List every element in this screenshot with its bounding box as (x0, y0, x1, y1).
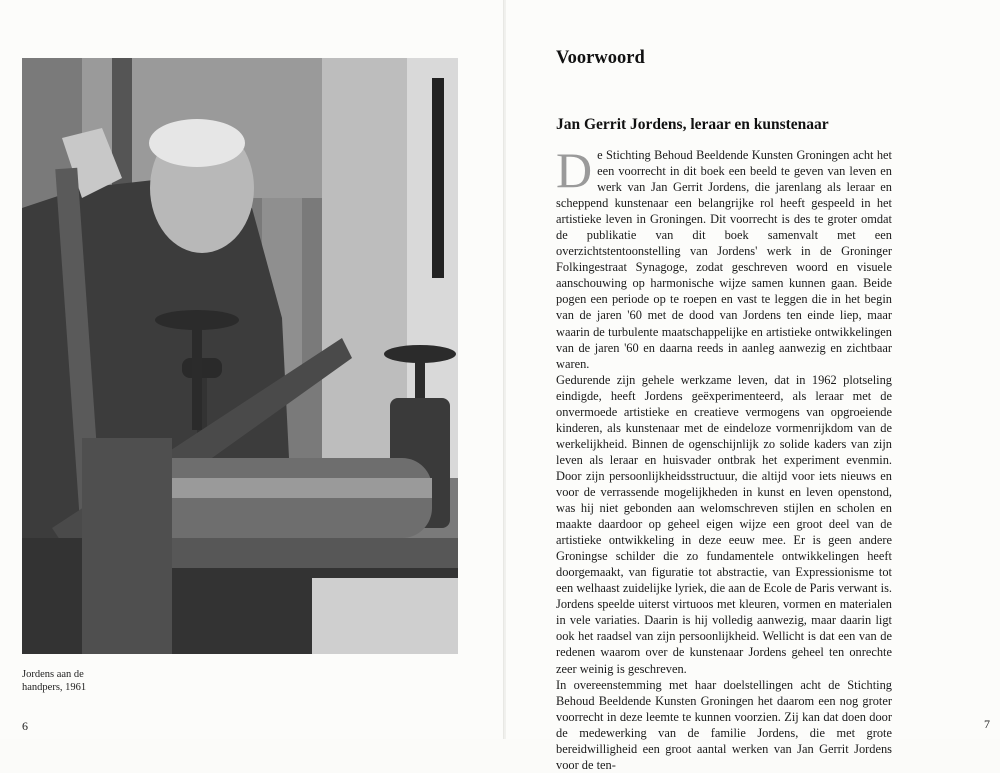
section-subtitle: Jan Gerrit Jordens, leraar en kunstenaar (556, 116, 829, 133)
photo-caption (22, 668, 102, 694)
left-page (0, 0, 504, 739)
page-number-left: 6 (22, 719, 28, 733)
page-title: Voorwoord (556, 48, 645, 68)
paragraph-2: Gedurende zijn gehele werkzame leven, dat in 1962 plotseling eindigde, heeft Jordens geëxperimenteerd, als leraar met de onvermoede artistieke en creatieve vermogens van opgroeiende kinderen, als kunstenaar met de eindeloze vormenrijkdom van de werkelijkheid. Binnen de ogenschijnlijk zo solide kaders van zijn leven als leraar en huisvader ontbrak het experiment evenmin. Door zijn persoonlijkheidsstructuur, die altijd voor iets nieuws en voor de verrassende mogelijkheden in kunst en leven openstond, was hij niet gebonden aan welomschreven stijlen en scholen en maakte daardoor op geheel eigen wijze een groot deel van de artistieke ontwikkeling in deze eeuw mee. Er is geen andere Groningse schilder die zo fundamentele ontwikkelingen heeft doorgemaakt, van figuratie tot abstractie, van Expressionisme tot een welhaast zuidelijke lyriek, die aan de Ecole de Paris verwant is. Jordens speelde uiterst virtuoos met kleuren, vormen en materialen in vele variaties. Daarin is hij volledig aanwezig, maar daarin ligt ook het raadsel van zijn persoonlijkheid. Wellicht is dat een van de redenen waarom over de kunstenaar Jordens geheel ten onrechte zeer weinig is geschreven. (556, 372, 892, 676)
paragraph-1 (556, 142, 892, 372)
caption-line: Jordens aan de (22, 669, 84, 680)
paragraph-text: e Stichting Behoud Beeldende Kunsten Groningen acht het een voorrecht in dit boek een beeld te geven van leven en werk van Jan Gerrit Jordens, die jarenlang als leraar en scheppend kunstenaar een belangrijke rol heeft gespeeld in het artistieke leven in Groningen. Dit voorrecht is des te groter omdat de publikatie van dit boek samenvalt met een overzichtstentoonstelling van Jordens' werk in de Groninger Folkingestraat Synagoge, zodat geschreven woord en visuele aanschouwing op harmonische wijze samen kunnen gaan. Beide pogen een periode op te roepen en vast te leggen die in het begin van de jaren '60 met de dood van Jordens ten einde liep, maar waarin de turbulente maatschappelijke en artistieke ontwikkelingen van de jaren '60 en daarna reeds in aanleg aanwezig en zichtbaar waren. (556, 148, 892, 371)
caption-line: handpers, 1961 (22, 682, 87, 693)
photograph-jordens-at-press (22, 58, 458, 654)
paragraph-3: In overeenstemming met haar doelstellingen acht de Stichting Behoud Beeldende Kunsten Groningen het daarom een nog groter voorrecht in deze leemte te kunnen voorzien. Zij kan dat doen door de medewerking van de familie Jordens, die met grote bereidwilligheid een groot aantal werken van Jan Gerrit Jordens voor de ten- (556, 677, 892, 772)
drop-cap: D (556, 142, 593, 198)
body-text (556, 142, 892, 773)
page-number-right: 7 (984, 717, 990, 731)
